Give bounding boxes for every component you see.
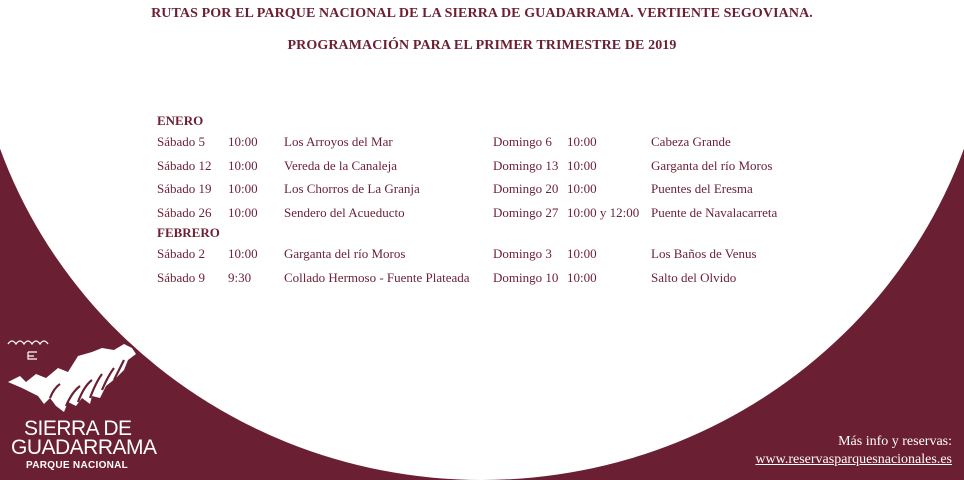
schedule-row xyxy=(157,201,778,225)
sunday-time: 10:00 xyxy=(567,157,597,173)
saturday-time: 10:00 xyxy=(228,181,258,196)
logo-line1: SIERRA DE xyxy=(24,417,132,440)
saturday-date: Sábado 19 xyxy=(157,181,212,196)
month-heading-january: ENERO xyxy=(157,113,204,128)
sunday-time: 10:00 y 12:00 xyxy=(567,204,640,220)
sunday-time: 10:00 xyxy=(567,181,597,196)
sunday-route: Puentes del Eresma xyxy=(651,181,753,196)
sunday-time: 10:00 xyxy=(567,134,597,149)
mountain-logo-icon xyxy=(6,326,146,421)
logo-line2: GUADARRAMA xyxy=(11,436,157,459)
schedule-row xyxy=(157,266,737,290)
sunday-date: Domingo 3 xyxy=(493,246,552,261)
sunday-time: 10:00 xyxy=(567,246,597,261)
sunday-date: Domingo 10 xyxy=(493,269,559,285)
reservations-link[interactable]: www.reservasparquesnacionales.es xyxy=(755,452,952,467)
info-box xyxy=(755,433,952,469)
logo-subtitle: PARQUE NACIONAL xyxy=(26,460,129,471)
month-heading-february: FEBRERO xyxy=(157,225,220,240)
saturday-time: 10:00 xyxy=(228,246,258,261)
info-label: Más info y reservas: xyxy=(838,434,952,449)
saturday-date: Sábado 26 xyxy=(157,204,212,220)
saturday-route: Vereda de la Canaleja xyxy=(284,157,397,173)
saturday-time: 10:00 xyxy=(228,204,258,220)
sunday-route: Puente de Navalacarreta xyxy=(651,204,778,220)
schedule-row xyxy=(157,154,773,178)
saturday-date: Sábado 2 xyxy=(157,246,206,261)
sunday-time: 10:00 xyxy=(567,269,597,285)
sunday-date: Domingo 20 xyxy=(493,181,559,196)
page-subtitle: PROGRAMACIÓN PARA EL PRIMER TRIMESTRE DE 2019 xyxy=(287,38,677,53)
sunday-date: Domingo 13 xyxy=(493,157,559,173)
saturday-route: Collado Hermoso - Fuente Plateada xyxy=(284,269,470,285)
saturday-time: 10:00 xyxy=(228,134,258,149)
schedule-row xyxy=(157,242,757,266)
sunday-route: Garganta del río Moros xyxy=(651,157,773,173)
park-logo xyxy=(6,326,157,476)
saturday-route: Garganta del río Moros xyxy=(284,246,406,261)
schedule-row xyxy=(157,177,753,201)
schedule-row xyxy=(157,130,731,154)
saturday-route: Los Arroyos del Mar xyxy=(284,134,393,149)
schedule xyxy=(157,112,778,289)
sunday-route: Salto del Olvido xyxy=(651,269,737,285)
saturday-time: 10:00 xyxy=(228,157,258,173)
saturday-route: Sendero del Acueducto xyxy=(284,204,405,220)
sunday-route: Los Baños de Venus xyxy=(651,246,757,261)
sunday-route: Cabeza Grande xyxy=(651,134,731,149)
saturday-route: Los Chorros de La Granja xyxy=(284,181,420,196)
page-title: RUTAS POR EL PARQUE NACIONAL DE LA SIERRA DE GUADARRAMA. VERTIENTE SEGOVIANA. xyxy=(151,6,813,21)
saturday-date: Sábado 5 xyxy=(157,134,206,149)
sunday-date: Domingo 6 xyxy=(493,134,552,149)
saturday-time: 9:30 xyxy=(228,269,252,285)
sunday-date: Domingo 27 xyxy=(493,204,559,220)
saturday-date: Sábado 12 xyxy=(157,157,212,173)
saturday-date: Sábado 9 xyxy=(157,269,206,285)
